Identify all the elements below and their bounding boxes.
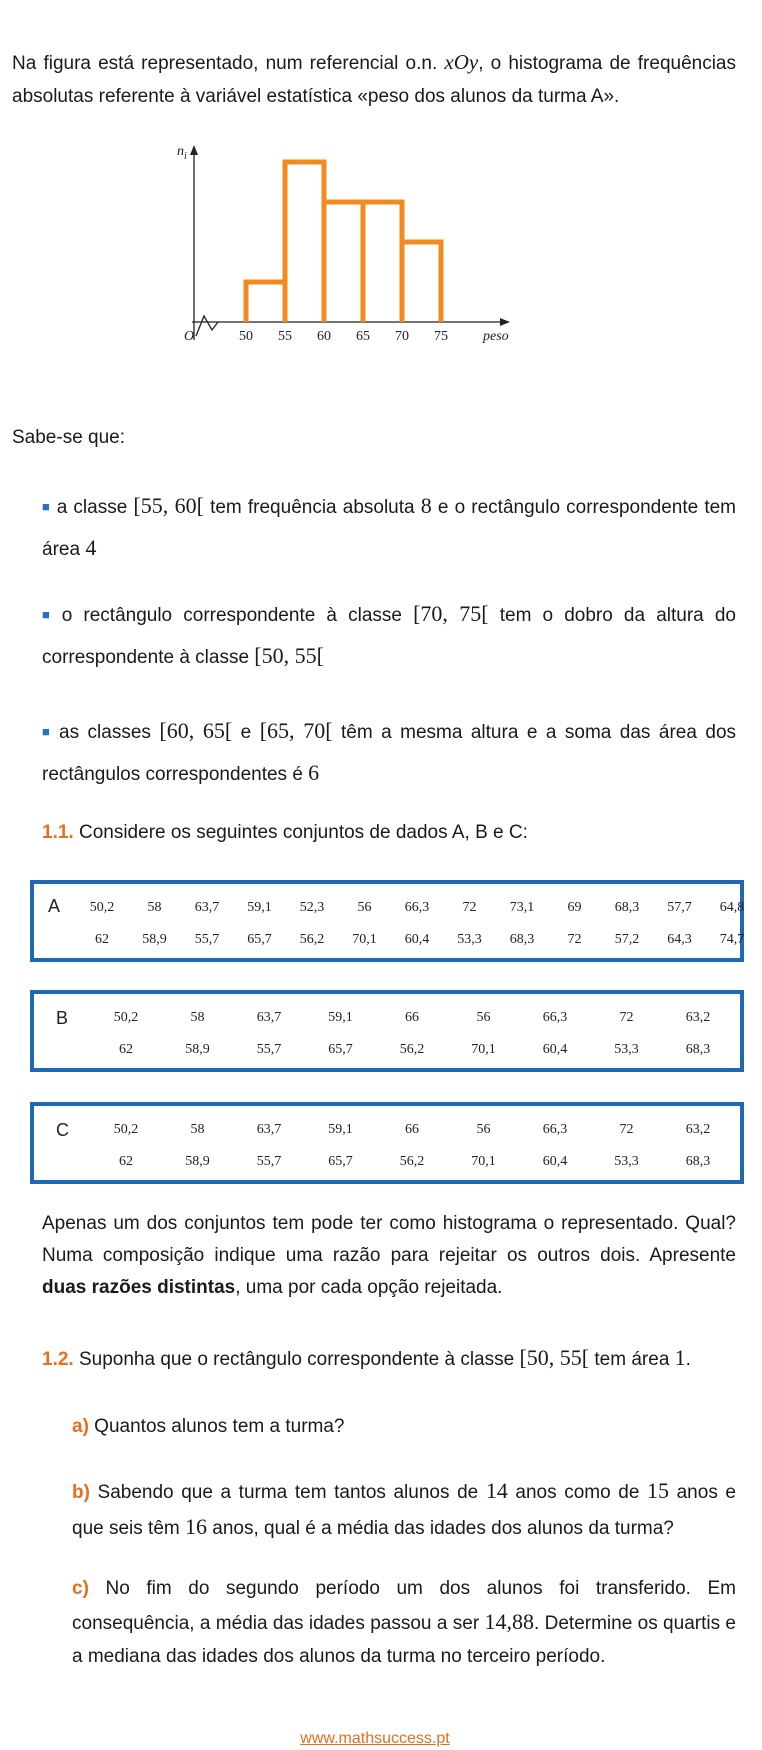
data-cell: 68,3 bbox=[685, 1042, 711, 1057]
data-cell: 53,3 bbox=[614, 1154, 639, 1169]
data-cell: 62 bbox=[119, 1154, 133, 1169]
dataset-c-box bbox=[30, 1102, 744, 1184]
histogram-bar-65-70 bbox=[363, 202, 402, 322]
question-a-number: a) bbox=[72, 1416, 89, 1437]
bullet-3-text: as classes bbox=[59, 722, 160, 743]
y-axis-label: $n_i$ bbox=[177, 144, 187, 162]
data-cell: 68,3 bbox=[614, 900, 640, 915]
data-cell: 58 bbox=[190, 1122, 205, 1137]
bullet-2 bbox=[42, 594, 736, 677]
question-b bbox=[72, 1474, 736, 1546]
bullet-3-sum: 6 bbox=[308, 760, 320, 785]
data-cell: 69 bbox=[567, 900, 582, 915]
data-cell: 72 bbox=[462, 900, 477, 915]
bullet-3-text-3: têm a mesma altura e a soma das área dos rectângulos correspondentes é bbox=[42, 722, 737, 785]
question-b-text-4: anos, qual é a média das idades dos alunos da turma? bbox=[207, 1518, 674, 1539]
data-cell: 56 bbox=[357, 900, 372, 915]
question-1-2-number: 1.2. bbox=[42, 1349, 74, 1370]
data-cell: 50,2 bbox=[113, 1010, 139, 1025]
x-tick-label: 75 bbox=[434, 329, 448, 344]
question-b-age-16: 16 bbox=[185, 1514, 207, 1539]
bullet-1-text: a classe bbox=[56, 497, 134, 518]
data-cell: 63,7 bbox=[256, 1010, 282, 1025]
data-cell: 57,2 bbox=[614, 932, 640, 947]
x-tick-label: 65 bbox=[356, 329, 370, 344]
question-b-text-3: anos e que seis têm bbox=[72, 1482, 736, 1539]
question-1-1 bbox=[42, 813, 528, 852]
data-cell: 63,7 bbox=[256, 1122, 282, 1137]
data-cell: 60,4 bbox=[542, 1042, 568, 1057]
data-cell: 56,2 bbox=[299, 932, 325, 947]
histogram-bar-55-60 bbox=[285, 162, 324, 322]
data-cell: 59,1 bbox=[328, 1010, 353, 1025]
x-axis-arrow-icon bbox=[500, 318, 510, 326]
data-cell: 72 bbox=[619, 1010, 634, 1025]
data-cell: 66,3 bbox=[404, 900, 430, 915]
bullet-3-text-2: e bbox=[232, 722, 260, 743]
data-cell: 62 bbox=[119, 1042, 133, 1057]
data-cell: 70,1 bbox=[352, 932, 377, 947]
data-cell: 73,1 bbox=[509, 900, 535, 915]
question-b-number: b) bbox=[72, 1482, 90, 1503]
data-cell: 59,1 bbox=[247, 900, 272, 915]
data-cell: 63,2 bbox=[685, 1010, 711, 1025]
data-cell: 72 bbox=[567, 932, 582, 947]
bullet-1-area: 4 bbox=[85, 535, 97, 560]
data-cell: 52,3 bbox=[299, 900, 325, 915]
bullet-2-class: [70, 75[ bbox=[413, 601, 489, 626]
question-c-number: c) bbox=[72, 1578, 89, 1599]
histogram-bar-50-55 bbox=[246, 282, 285, 322]
data-cell: 56,2 bbox=[399, 1154, 425, 1169]
intro-paragraph bbox=[12, 46, 736, 113]
question-b-text-2: anos como de bbox=[507, 1482, 648, 1503]
bullet-1-text-2: tem frequência absoluta bbox=[203, 497, 421, 518]
intro-text-1: Na figura está representado, num referencial o.n. bbox=[12, 53, 445, 74]
x-tick-label: 55 bbox=[278, 329, 292, 344]
data-cell: 55,7 bbox=[194, 932, 220, 947]
x-tick-label: 60 bbox=[317, 329, 331, 344]
question-c-text: No fim do segundo período um dos alunos foi transferido. Em consequência, a média das idades passou a ser bbox=[72, 1578, 736, 1634]
data-cell: 60,4 bbox=[542, 1154, 568, 1169]
data-cell: 58,9 bbox=[185, 1154, 210, 1169]
data-cell: 68,3 bbox=[685, 1154, 711, 1169]
question-a-text: Quantos alunos tem a turma? bbox=[88, 1416, 345, 1437]
bullet-1 bbox=[42, 486, 736, 569]
data-cell: 50,2 bbox=[89, 900, 115, 915]
histogram-bar-60-65 bbox=[324, 202, 363, 322]
dataset-label: A bbox=[48, 896, 61, 916]
data-cell: 56,2 bbox=[399, 1042, 425, 1057]
bullet-marker-icon: ■ bbox=[42, 499, 51, 514]
data-cell: 56 bbox=[476, 1122, 491, 1137]
question-1-2-area: 1 bbox=[674, 1345, 686, 1370]
question-1-2-text: Suponha que o rectângulo correspondente à classe bbox=[73, 1349, 520, 1370]
data-cell: 66,3 bbox=[542, 1122, 568, 1137]
data-cell: 65,7 bbox=[328, 1154, 353, 1169]
bullet-2-class-2: [50, 55[ bbox=[254, 643, 324, 668]
sabe-se-heading: Sabe-se que: bbox=[12, 427, 126, 448]
question-c-mean: 14,88 bbox=[484, 1609, 535, 1634]
footer-link[interactable]: www.mathsuccess.pt bbox=[300, 1730, 450, 1747]
data-cell: 74,7 bbox=[719, 932, 745, 947]
data-cell: 58,9 bbox=[142, 932, 167, 947]
axis-break-icon bbox=[196, 316, 218, 336]
bullet-1-value: 8 bbox=[420, 493, 432, 518]
dataset-label: C bbox=[56, 1120, 69, 1140]
data-cell: 64,8 bbox=[719, 900, 745, 915]
bullet-3-class-2: [65, 70[ bbox=[259, 718, 333, 743]
dataset-label: B bbox=[56, 1008, 69, 1028]
bullet-3-class: [60, 65[ bbox=[159, 718, 233, 743]
data-cell: 68,3 bbox=[509, 932, 535, 947]
x-tick-label: 70 bbox=[395, 329, 409, 344]
question-1-2 bbox=[42, 1338, 691, 1379]
data-cell: 56 bbox=[476, 1010, 491, 1025]
x-tick-label: 50 bbox=[239, 329, 253, 344]
data-cell: 65,7 bbox=[247, 932, 272, 947]
data-cell: 70,1 bbox=[471, 1042, 496, 1057]
histogram-bar-70-75 bbox=[402, 242, 441, 322]
question-a bbox=[72, 1407, 345, 1446]
data-cell: 58,9 bbox=[185, 1042, 210, 1057]
question-b-age-14: 14 bbox=[485, 1478, 508, 1503]
intro-text-2: , o histograma de frequências absolutas referente à variável estatística «peso dos alunos da turma A». bbox=[12, 53, 736, 107]
question-b-text: Sabendo que a turma tem tantos alunos de bbox=[89, 1482, 486, 1503]
data-cell: 63,7 bbox=[194, 900, 220, 915]
question-c-text-2: . Determine os quartis e a mediana das idades dos alunos da turma no terceiro período. bbox=[72, 1613, 737, 1667]
intro-variable: xOy bbox=[444, 50, 479, 74]
data-cell: 66,3 bbox=[542, 1010, 568, 1025]
data-cell: 66 bbox=[405, 1122, 419, 1137]
bullet-1-text-3: e o rectângulo correspondente tem área bbox=[42, 497, 736, 560]
question-1-1-number: 1.1. bbox=[42, 822, 74, 843]
x-axis-label: peso bbox=[483, 329, 509, 344]
data-cell: 57,7 bbox=[667, 900, 692, 915]
bullet-3 bbox=[42, 711, 736, 794]
data-cell: 59,1 bbox=[328, 1122, 353, 1137]
data-cell: 53,3 bbox=[614, 1042, 639, 1057]
data-cell: 64,3 bbox=[667, 932, 692, 947]
y-axis-label-subscript: i bbox=[184, 151, 187, 162]
bullet-marker-icon: ■ bbox=[42, 724, 54, 739]
question-1-1-text: Considere os seguintes conjuntos de dados A, B e C: bbox=[73, 822, 528, 843]
bullet-2-text-2: tem o dobro da altura do correspondente à classe bbox=[42, 605, 736, 668]
dataset-a-box bbox=[30, 880, 744, 962]
data-cell: 66 bbox=[405, 1010, 419, 1025]
question-b-age-15: 15 bbox=[647, 1478, 670, 1503]
bullet-marker-icon: ■ bbox=[42, 607, 56, 622]
data-cell: 53,3 bbox=[457, 932, 482, 947]
apenas-text-2: , uma por cada opção rejeitada. bbox=[235, 1277, 503, 1298]
data-cell: 62 bbox=[95, 932, 109, 947]
question-1-2-text-2: tem área bbox=[589, 1349, 675, 1370]
data-cell: 58 bbox=[190, 1010, 205, 1025]
footer bbox=[0, 1730, 750, 1748]
data-cell: 60,4 bbox=[404, 932, 430, 947]
data-cell: 55,7 bbox=[256, 1154, 282, 1169]
bullet-2-text: o rectângulo correspondente à classe bbox=[61, 605, 414, 626]
data-cell: 63,2 bbox=[685, 1122, 711, 1137]
apenas-paragraph bbox=[42, 1208, 736, 1304]
question-1-2-class: [50, 55[ bbox=[519, 1345, 590, 1370]
apenas-bold: duas razões distintas bbox=[42, 1277, 236, 1298]
dataset-b-box bbox=[30, 990, 744, 1072]
data-cell: 50,2 bbox=[113, 1122, 139, 1137]
apenas-text: Apenas um dos conjuntos tem pode ter como histograma o representado. Qual? Numa composição indique uma razão para rejeitar os outros dois. Apresente bbox=[42, 1213, 736, 1266]
histogram-chart bbox=[177, 144, 580, 375]
data-cell: 55,7 bbox=[256, 1042, 282, 1057]
y-axis-arrow-icon bbox=[190, 145, 198, 155]
data-cell: 70,1 bbox=[471, 1154, 496, 1169]
question-c bbox=[72, 1572, 736, 1673]
question-1-2-text-3: . bbox=[685, 1349, 691, 1370]
bullet-1-class: [55, 60[ bbox=[133, 493, 204, 518]
data-cell: 72 bbox=[619, 1122, 634, 1137]
data-cell: 58 bbox=[147, 900, 162, 915]
data-cell: 65,7 bbox=[328, 1042, 353, 1057]
origin-label: O bbox=[184, 329, 195, 344]
